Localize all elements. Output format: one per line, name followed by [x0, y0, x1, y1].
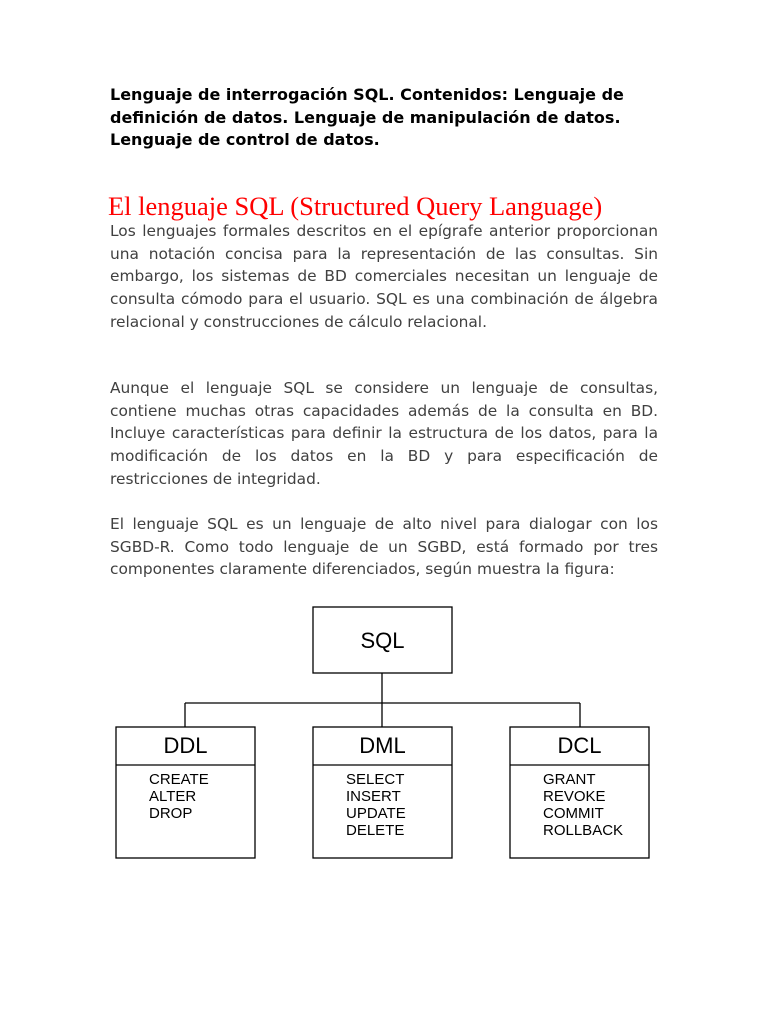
ddl-items: [149, 771, 209, 822]
document-title: Lenguaje de interrogación SQL. Contenidos: Lenguaje de definición de datos. Lenguaje de manipulación de datos. Lenguaje de control de datos.: [110, 85, 624, 149]
dcl-item: GRANT: [543, 771, 596, 788]
ddl-title: DDL: [163, 733, 208, 758]
root-label: SQL: [360, 628, 405, 653]
paragraph-1: Los lenguajes formales descritos en el epígrafe anterior proporcionan una notación concisa para la representación de las consultas. Sin embargo, los sistemas de BD comerciales necesitan un lenguaje de consulta cómodo para el usuario. SQL es una combinación de álgebra relacional y construcciones de cálculo relacional.: [110, 222, 658, 331]
dcl-item: COMMIT: [543, 805, 604, 822]
paragraph-2: Aunque el lenguaje SQL se considere un lenguaje de consultas, contiene muchas otras capacidades además de la consulta en BD. Incluye características para definir la estructura de los datos, para la modificación de los datos en la BD y para especificación de restricciones de integridad.: [110, 379, 658, 488]
dml-item: UPDATE: [346, 805, 406, 822]
ddl-item: DROP: [149, 805, 193, 822]
section-heading: El lenguaje SQL (Structured Query Language): [108, 191, 603, 221]
ddl-item: ALTER: [149, 788, 197, 805]
paragraph-3: El lenguaje SQL es un lenguaje de alto nivel para dialogar con los SGBD-R. Como todo lenguaje de un SGBD, está formado por tres componentes claramente diferenciados, según muestra la figura:: [110, 515, 658, 579]
dcl-title: DCL: [557, 733, 602, 758]
dml-title: DML: [359, 733, 406, 758]
dcl-item: ROLLBACK: [543, 822, 624, 839]
ddl-item: CREATE: [149, 771, 209, 788]
dcl-items: [543, 771, 623, 839]
dml-item: SELECT: [346, 771, 405, 788]
dml-items: [346, 771, 406, 839]
dcl-item: REVOKE: [543, 788, 606, 805]
dml-item: DELETE: [346, 822, 405, 839]
dml-item: INSERT: [346, 788, 401, 805]
